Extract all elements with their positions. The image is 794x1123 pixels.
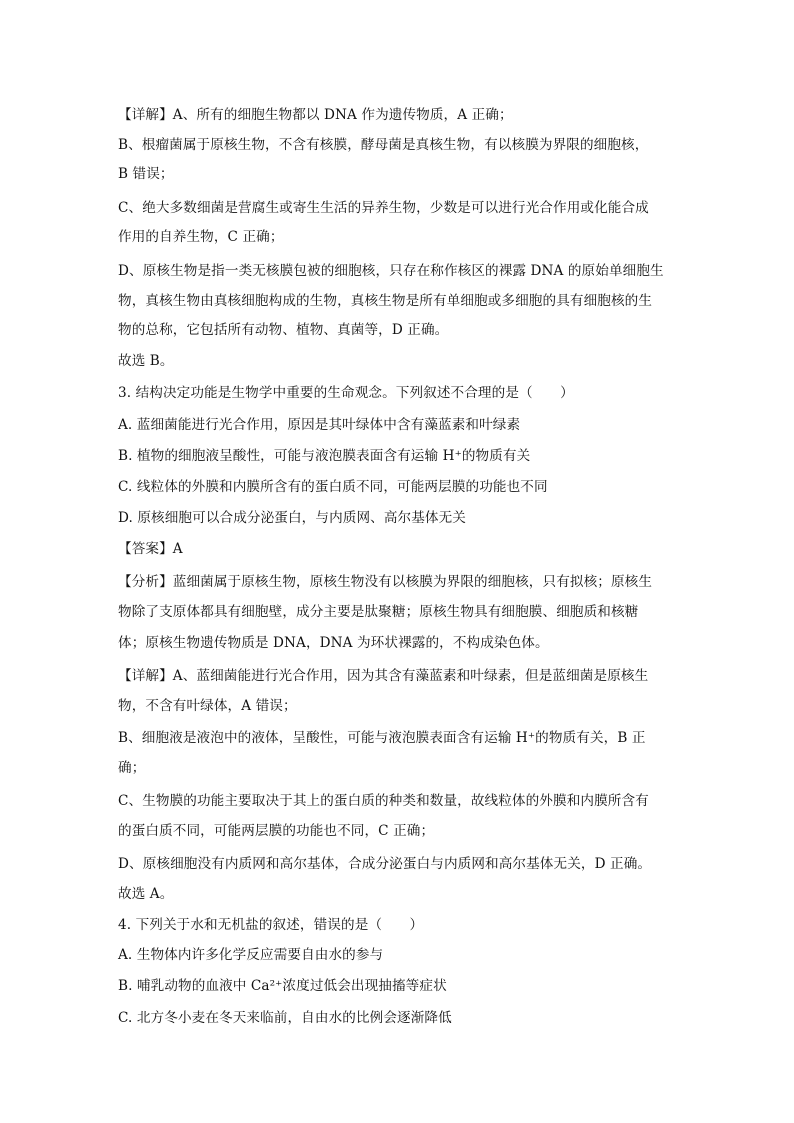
text-line: 作用的自养生物，C 正确； bbox=[118, 229, 284, 245]
question-3-stem: 3. 结构决定功能是生物学中重要的生命观念。下列叙述不合理的是（ ） bbox=[118, 385, 574, 401]
question-4-stem: 4. 下列关于水和无机盐的叙述，错误的是（ ） bbox=[118, 917, 424, 933]
question-3-option-d: D. 原核细胞可以合成分泌蛋白，与内质网、高尔基体无关 bbox=[118, 510, 467, 526]
text-line: B、细胞液是液泡中的液体，呈酸性，可能与液泡膜表面含有运输 H⁺的物质有关，B 正 bbox=[118, 730, 646, 746]
text-line: B、根瘤菌属于原核生物，不含有核膜，酵母菌是真核生物，有以核膜为界限的细胞核， bbox=[118, 137, 649, 153]
text-line: D、原核生物是指一类无核膜包被的细胞核，只存在称作核区的裸露 DNA 的原始单细胞生 bbox=[118, 263, 664, 279]
text-line: 确； bbox=[118, 760, 146, 776]
text-line: 故选 A。 bbox=[118, 886, 174, 902]
text-line: B 错误； bbox=[118, 166, 174, 182]
text-line: 物除了支原体都具有细胞壁，成分主要是肽聚糖；原核生物具有细胞膜、细胞质和核糖 bbox=[118, 604, 639, 620]
text-line: C、生物膜的功能主要取决于其上的蛋白质的种类和数量，故线粒体的外膜和内膜所含有 bbox=[118, 793, 649, 809]
text-line: 【详解】A、蓝细菌能进行光合作用，因为其含有藻蓝素和叶绿素，但是蓝细菌是原核生 bbox=[118, 668, 649, 684]
question-4-option-b: B. 哺乳动物的血液中 Ca²⁺浓度过低会出现抽搐等症状 bbox=[118, 978, 447, 994]
text-line: 物，不含有叶绿体，A 错误； bbox=[118, 698, 297, 714]
text-line: 物，真核生物由真核细胞构成的生物，真核生物是所有单细胞或多细胞的具有细胞核的生 bbox=[118, 293, 653, 309]
text-line: 体；原核生物遗传物质是 DNA，DNA 为环状裸露的，不构成染色体。 bbox=[118, 635, 549, 651]
question-3-option-a: A. 蓝细菌能进行光合作用，原因是其叶绿体中含有藻蓝素和叶绿素 bbox=[118, 417, 521, 433]
text-line: 物的总称，它包括所有动物、植物、真菌等，D 正确。 bbox=[118, 322, 449, 338]
text-line: 【分析】蓝细菌属于原核生物，原核生物没有以核膜为界限的细胞核，只有拟核；原核生 bbox=[118, 574, 653, 590]
text-line: 的蛋白质不同，可能两层膜的功能也不同，C 正确； bbox=[118, 823, 435, 839]
question-4-option-a: A. 生物体内许多化学反应需要自由水的参与 bbox=[118, 947, 384, 963]
question-3-option-c: C. 线粒体的外膜和内膜所含有的蛋白质不同，可能两层膜的功能也不同 bbox=[118, 479, 548, 495]
question-3-option-b: B. 植物的细胞液呈酸性，可能与液泡膜表面含有运输 H⁺的物质有关 bbox=[118, 448, 531, 464]
text-line: D、原核细胞没有内质网和高尔基体，合成分泌蛋白与内质网和高尔基体无关，D 正确。 bbox=[118, 856, 652, 872]
question-4-option-c: C. 北方冬小麦在冬天来临前，自由水的比例会逐渐降低 bbox=[118, 1010, 452, 1026]
answer-line: 【答案】A bbox=[118, 541, 183, 557]
text-line: 故选 B。 bbox=[118, 353, 174, 369]
text-line: 【详解】A、所有的细胞生物都以 DNA 作为遗传物质，A 正确； bbox=[118, 107, 513, 123]
text-line: C、绝大多数细菌是营腐生或寄生生活的异养生物，少数是可以进行光合作用或化能合成 bbox=[118, 200, 649, 216]
